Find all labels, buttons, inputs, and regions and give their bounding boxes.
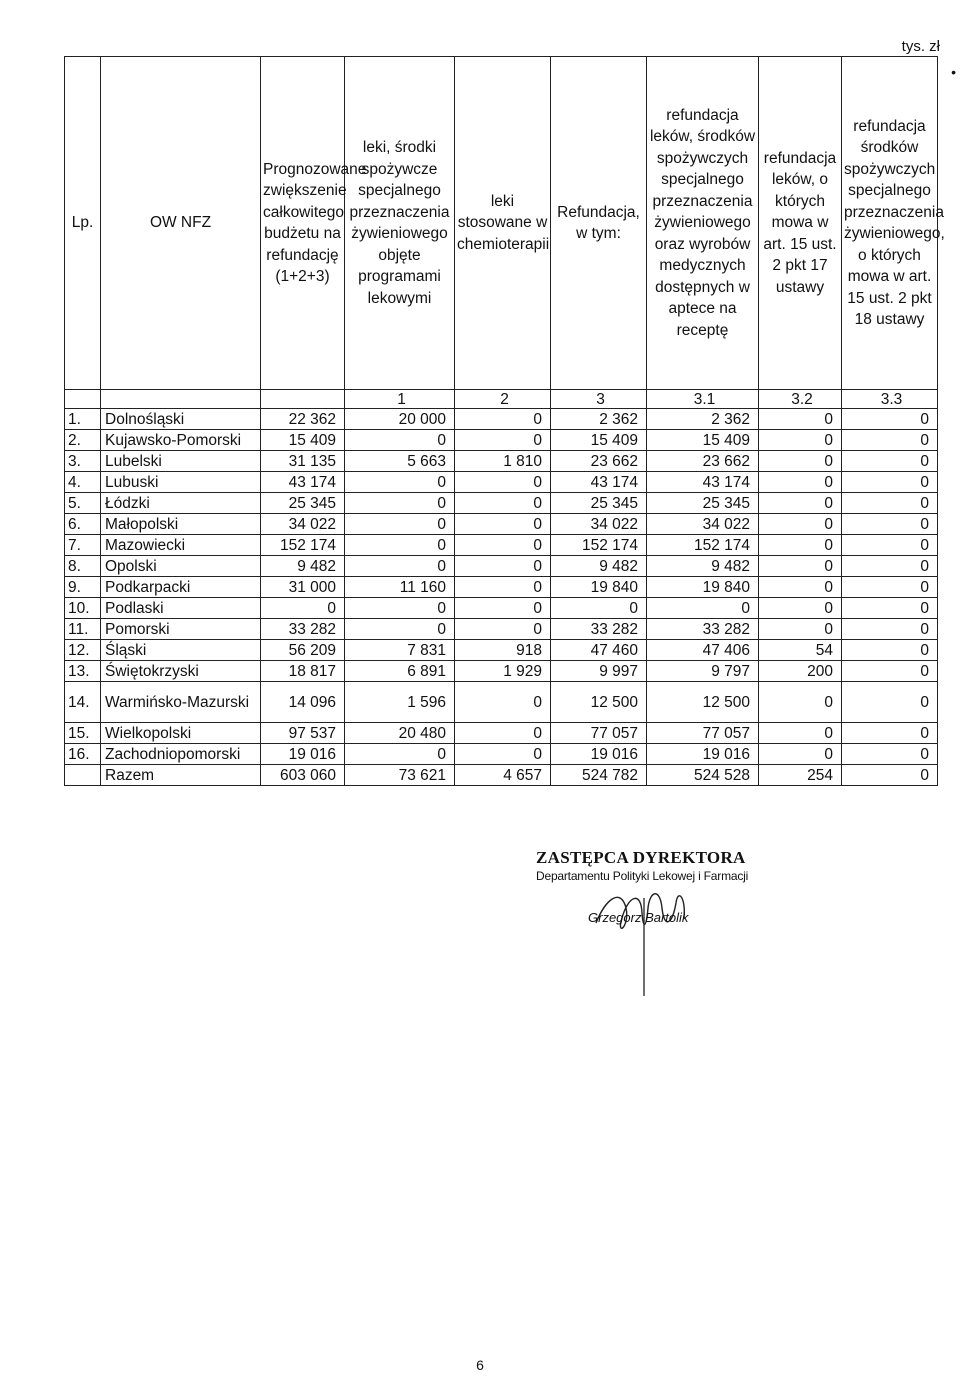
header-art15-pkt17: refundacja leków, o których mowa w art. 15 ust. 2 pkt 17 ustawy (759, 57, 842, 390)
value-cell: 7 831 (345, 640, 455, 661)
value-cell: 47 406 (647, 640, 759, 661)
value-cell: 0 (345, 430, 455, 451)
region-name: Lubuski (101, 472, 261, 493)
value-cell: 9 482 (261, 556, 345, 577)
value-cell: 0 (759, 577, 842, 598)
value-cell: 152 174 (551, 535, 647, 556)
value-cell: 1 810 (455, 451, 551, 472)
value-cell: 23 662 (647, 451, 759, 472)
value-cell: 33 282 (261, 619, 345, 640)
value-cell: 31 135 (261, 451, 345, 472)
value-cell: 2 362 (647, 409, 759, 430)
value-cell: 22 362 (261, 409, 345, 430)
row-number: 9. (65, 577, 101, 598)
value-cell: 9 797 (647, 661, 759, 682)
value-cell: 0 (345, 556, 455, 577)
value-cell: 34 022 (261, 514, 345, 535)
value-cell: 1 596 (345, 682, 455, 723)
value-cell: 25 345 (261, 493, 345, 514)
value-cell: 0 (345, 744, 455, 765)
value-cell: 9 482 (647, 556, 759, 577)
region-name: Opolski (101, 556, 261, 577)
value-cell: 152 174 (647, 535, 759, 556)
value-cell: 0 (842, 577, 938, 598)
value-cell: 0 (842, 514, 938, 535)
value-cell: 12 500 (647, 682, 759, 723)
header-drug-programs: leki, środki spożywcze specjalnego przeznaczenia żywieniowego objęte programami lekowymi (345, 57, 455, 390)
value-cell: 0 (842, 535, 938, 556)
table-row (65, 535, 938, 556)
row-number: 14. (65, 682, 101, 723)
value-cell: 0 (842, 472, 938, 493)
stamp-department: Departamentu Polityki Lekowej i Farmacji (536, 869, 749, 883)
value-cell: 0 (759, 472, 842, 493)
value-cell: 0 (842, 598, 938, 619)
total-value-cell: 73 621 (345, 765, 455, 786)
column-number: 3.3 (842, 390, 938, 409)
value-cell: 0 (455, 409, 551, 430)
value-cell: 34 022 (647, 514, 759, 535)
column-number: 2 (455, 390, 551, 409)
value-cell: 2 362 (551, 409, 647, 430)
budget-table (64, 56, 945, 786)
unit-label: tys. zł (901, 38, 940, 55)
table-row (65, 723, 938, 744)
column-number-row (65, 390, 938, 409)
total-value-cell: 524 528 (647, 765, 759, 786)
value-cell: 19 016 (551, 744, 647, 765)
value-cell: 0 (842, 723, 938, 744)
table-row (65, 577, 938, 598)
value-cell: 0 (455, 514, 551, 535)
header-pharmacy-refund: refundacja leków, środków spożywczych specjalnego przeznaczenia żywieniowego oraz wyrobów medycznych dostępnych w aptece na receptę (647, 57, 759, 390)
value-cell: 0 (759, 493, 842, 514)
value-cell: 0 (345, 535, 455, 556)
region-name: Śląski (101, 640, 261, 661)
value-cell: 0 (842, 430, 938, 451)
header-refund: Refundacja, w tym: (551, 57, 647, 390)
value-cell: 0 (842, 556, 938, 577)
row-number: 8. (65, 556, 101, 577)
value-cell: 33 282 (647, 619, 759, 640)
handwritten-signature (586, 868, 706, 998)
value-cell: 43 174 (551, 472, 647, 493)
row-number: 7. (65, 535, 101, 556)
value-cell: 0 (842, 619, 938, 640)
value-cell: 1 929 (455, 661, 551, 682)
value-cell: 18 817 (261, 661, 345, 682)
total-value-cell: 0 (842, 765, 938, 786)
region-name: Małopolski (101, 514, 261, 535)
value-cell: 0 (455, 598, 551, 619)
row-number: 3. (65, 451, 101, 472)
column-number: 3 (551, 390, 647, 409)
row-number: 1. (65, 409, 101, 430)
value-cell: 19 016 (647, 744, 759, 765)
row-number: 6. (65, 514, 101, 535)
header-row (65, 57, 938, 390)
column-number: 3.2 (759, 390, 842, 409)
signature-stamp (536, 848, 776, 925)
value-cell: 0 (261, 598, 345, 619)
header-ow-nfz: OW NFZ (101, 57, 261, 390)
row-number: 2. (65, 430, 101, 451)
value-cell: 0 (842, 409, 938, 430)
value-cell: 0 (345, 472, 455, 493)
region-name: Świętokrzyski (101, 661, 261, 682)
value-cell: 918 (455, 640, 551, 661)
margin-dot: • (951, 64, 956, 80)
total-value-cell: 254 (759, 765, 842, 786)
table-row (65, 472, 938, 493)
table-row (65, 430, 938, 451)
value-cell: 15 409 (551, 430, 647, 451)
value-cell: 77 057 (551, 723, 647, 744)
value-cell: 9 482 (551, 556, 647, 577)
value-cell: 97 537 (261, 723, 345, 744)
table-row (65, 493, 938, 514)
row-number: 10. (65, 598, 101, 619)
row-number: 16. (65, 744, 101, 765)
value-cell: 0 (345, 493, 455, 514)
value-cell: 19 840 (647, 577, 759, 598)
column-number: 3.1 (647, 390, 759, 409)
value-cell: 9 997 (551, 661, 647, 682)
table-row (65, 640, 938, 661)
value-cell: 0 (455, 744, 551, 765)
value-cell: 0 (842, 661, 938, 682)
value-cell: 19 016 (261, 744, 345, 765)
region-name: Podlaski (101, 598, 261, 619)
value-cell: 11 160 (345, 577, 455, 598)
table-row (65, 514, 938, 535)
value-cell: 0 (345, 619, 455, 640)
table-row (65, 744, 938, 765)
value-cell: 25 345 (647, 493, 759, 514)
value-cell: 5 663 (345, 451, 455, 472)
header-art15-pkt18: refundacja środków spożywczych specjalnego przeznaczenia żywieniowego, o których mowa w art. 15 ust. 2 pkt 18 ustawy (842, 57, 938, 390)
region-name: Warmińsko-Mazurski (101, 682, 261, 723)
value-cell: 0 (759, 409, 842, 430)
stamp-title: ZASTĘPCA DYREKTORA (536, 848, 746, 867)
value-cell: 0 (455, 682, 551, 723)
value-cell: 77 057 (647, 723, 759, 744)
value-cell: 0 (455, 493, 551, 514)
value-cell: 0 (551, 598, 647, 619)
table-row (65, 409, 938, 430)
value-cell: 0 (455, 430, 551, 451)
value-cell: 152 174 (261, 535, 345, 556)
value-cell: 0 (842, 640, 938, 661)
region-name: Wielkopolski (101, 723, 261, 744)
value-cell: 15 409 (647, 430, 759, 451)
value-cell: 0 (455, 723, 551, 744)
table-row (65, 619, 938, 640)
value-cell: 0 (842, 493, 938, 514)
value-cell: 0 (842, 451, 938, 472)
total-value-cell: 524 782 (551, 765, 647, 786)
value-cell: 0 (345, 514, 455, 535)
value-cell: 0 (842, 682, 938, 723)
page-number: 6 (476, 1357, 484, 1373)
value-cell: 0 (759, 723, 842, 744)
value-cell: 0 (759, 682, 842, 723)
table-row (65, 598, 938, 619)
value-cell: 33 282 (551, 619, 647, 640)
total-value-cell: 4 657 (455, 765, 551, 786)
table-row (65, 451, 938, 472)
value-cell: 0 (455, 619, 551, 640)
table-row (65, 661, 938, 682)
value-cell: 0 (647, 598, 759, 619)
row-number: 5. (65, 493, 101, 514)
value-cell: 14 096 (261, 682, 345, 723)
header-chemotherapy: leki stosowane w chemioterapii (455, 57, 551, 390)
value-cell: 6 891 (345, 661, 455, 682)
value-cell: 25 345 (551, 493, 647, 514)
region-name: Zachodniopomorski (101, 744, 261, 765)
row-number: 4. (65, 472, 101, 493)
value-cell: 12 500 (551, 682, 647, 723)
table-row (65, 682, 938, 723)
region-name: Kujawsko-Pomorski (101, 430, 261, 451)
value-cell: 20 480 (345, 723, 455, 744)
total-label: Razem (101, 765, 261, 786)
header-total: Prognozowane zwiększenie całkowitego budżetu na refundację (1+2+3) (261, 57, 345, 390)
total-row (65, 765, 938, 786)
region-name: Dolnośląski (101, 409, 261, 430)
value-cell: 0 (455, 577, 551, 598)
value-cell: 0 (759, 744, 842, 765)
value-cell: 19 840 (551, 577, 647, 598)
value-cell: 15 409 (261, 430, 345, 451)
value-cell: 0 (759, 535, 842, 556)
row-number: 12. (65, 640, 101, 661)
total-value-cell: 603 060 (261, 765, 345, 786)
value-cell: 43 174 (647, 472, 759, 493)
value-cell: 0 (759, 514, 842, 535)
value-cell: 0 (842, 744, 938, 765)
row-number: 13. (65, 661, 101, 682)
value-cell: 0 (455, 535, 551, 556)
value-cell: 20 000 (345, 409, 455, 430)
value-cell: 56 209 (261, 640, 345, 661)
region-name: Łódzki (101, 493, 261, 514)
row-number: 11. (65, 619, 101, 640)
value-cell: 0 (759, 598, 842, 619)
value-cell: 0 (759, 619, 842, 640)
column-number: 1 (345, 390, 455, 409)
value-cell: 0 (345, 598, 455, 619)
stamp-name: Grzegorz Bartolik (588, 910, 689, 925)
region-name: Pomorski (101, 619, 261, 640)
region-name: Mazowiecki (101, 535, 261, 556)
value-cell: 47 460 (551, 640, 647, 661)
value-cell: 34 022 (551, 514, 647, 535)
value-cell: 54 (759, 640, 842, 661)
region-name: Podkarpacki (101, 577, 261, 598)
value-cell: 0 (455, 556, 551, 577)
row-number: 15. (65, 723, 101, 744)
value-cell: 0 (455, 472, 551, 493)
value-cell: 43 174 (261, 472, 345, 493)
header-lp: Lp. (65, 57, 101, 390)
value-cell: 23 662 (551, 451, 647, 472)
value-cell: 0 (759, 430, 842, 451)
value-cell: 0 (759, 556, 842, 577)
value-cell: 31 000 (261, 577, 345, 598)
value-cell: 0 (759, 451, 842, 472)
region-name: Lubelski (101, 451, 261, 472)
value-cell: 200 (759, 661, 842, 682)
table-row (65, 556, 938, 577)
